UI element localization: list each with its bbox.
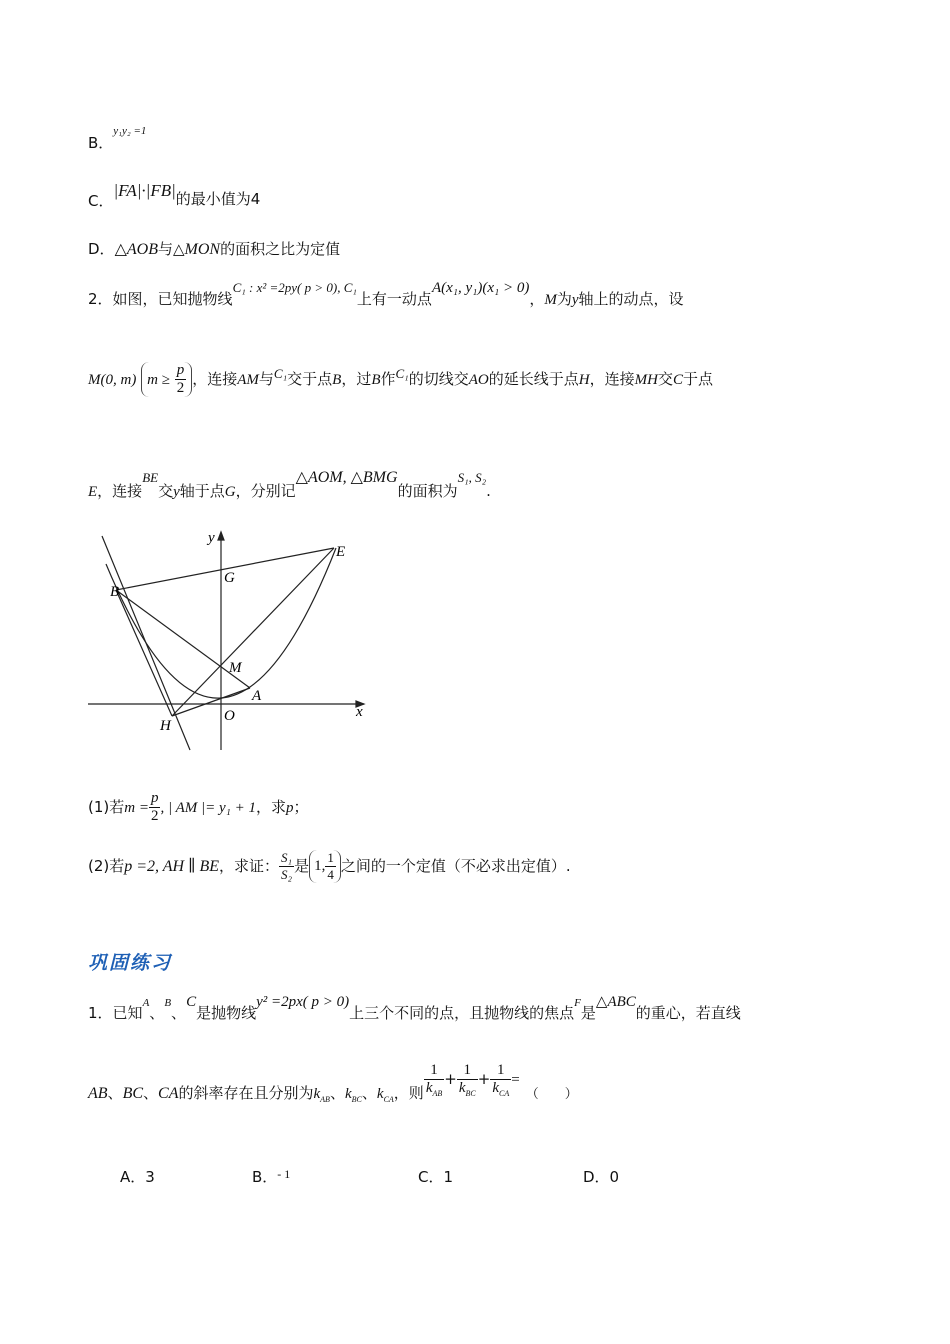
q2-l2-t4: ，过: [341, 370, 372, 388]
p1-plus2: +: [477, 1070, 491, 1088]
option-c-math: |FA|·|FB|: [113, 181, 176, 200]
p1-frac1-den: [424, 1080, 444, 1097]
q2-math2: A(x₁, y₁)(x₁ > 0): [431, 280, 530, 296]
sub2-one: 1,: [314, 857, 326, 874]
q2-l3-m1: E: [88, 484, 98, 500]
p1-plus1: +: [444, 1070, 457, 1088]
q2-l2-paren: [141, 362, 192, 397]
p1-sep2: 、: [171, 1004, 187, 1022]
q2-l3-t6: .: [486, 482, 491, 500]
q2-text3: ，: [529, 290, 545, 308]
label-a: A: [252, 688, 262, 704]
p1-frac3-den-k: k: [492, 1080, 499, 1096]
q2-l2-m11: C: [672, 372, 683, 388]
q2-l2-m2: m ≥: [147, 372, 170, 388]
label-x: x: [356, 704, 363, 720]
q2-l2-m7: C₁: [395, 366, 409, 381]
p1-l2-ca: CA: [158, 1085, 179, 1102]
q2-l3-t3: 轴于点: [179, 482, 225, 500]
p1-sep1: 、: [149, 1004, 165, 1022]
q2-l2-t10: 于点: [682, 370, 713, 388]
p1-frac1-den-sub: AB: [432, 1089, 443, 1098]
p1-k2: [345, 1086, 362, 1102]
p1-line1: [88, 990, 741, 1022]
label-e: E: [336, 544, 346, 560]
p1-t4: 是: [580, 1004, 596, 1022]
q2-l2-m5: B: [332, 372, 342, 388]
q2-l2-t6: 的切线交: [408, 370, 469, 388]
q2-l3-t2: 交: [158, 482, 174, 500]
line-bh: [116, 590, 172, 716]
sub1-frac-den: 2: [150, 808, 159, 824]
sub1-text: ，求: [255, 798, 286, 816]
p1-t3: 上三个不同的点，且抛物线的焦点: [349, 1004, 575, 1022]
p1-option-b-value: - 1: [277, 1167, 291, 1181]
sub1-frac-num: p: [150, 790, 159, 806]
p1-m1: y² =2px( p > 0): [256, 994, 350, 1010]
p1-frac1: [424, 1062, 444, 1097]
q2-l3-m2: BE: [142, 470, 159, 485]
sub2-t3: 之间的一个定值（不必求出定值）.: [340, 857, 571, 875]
sub1-m2: , | AM |= y₁ + 1: [160, 800, 256, 816]
q2-l3-m4: G: [224, 484, 236, 500]
parabola-figure: [84, 528, 374, 756]
label-y: y: [208, 530, 215, 546]
q2-l2-m9: H: [578, 372, 590, 388]
sub2-m1: p =2, AH ∥ BE: [124, 858, 220, 875]
option-b-label: B．: [88, 134, 114, 152]
p1-option-c: C．1: [418, 1168, 454, 1186]
q2-l2-frac: [175, 362, 187, 397]
sub2-label: (2)若: [88, 857, 125, 875]
q2-line2: [88, 362, 713, 397]
p1-frac2-den-k: k: [458, 1080, 466, 1096]
p1-option-b-label: B．: [252, 1168, 278, 1186]
p1-k1-sub: AB: [320, 1095, 330, 1104]
p1-frac3-den-sub: CA: [499, 1089, 510, 1098]
q2-line1: [88, 276, 684, 308]
q2-l3-t5: 的面积为: [397, 482, 458, 500]
p1-frac2-den-sub: BC: [465, 1089, 476, 1098]
p1-frac2-num: 1: [457, 1062, 478, 1080]
option-b: [88, 118, 147, 152]
sub2-quarter: [325, 850, 336, 883]
p1-k3-sub: CA: [383, 1095, 394, 1104]
option-d-text1: 与△: [157, 240, 185, 258]
p1-frac2: [457, 1062, 478, 1097]
tangent-line: [102, 536, 190, 750]
p1-m2: △ABC: [595, 994, 636, 1010]
q2-l2-m1: M(0, m): [88, 372, 137, 388]
p1-l2-sep1: 、: [107, 1084, 123, 1102]
q2-text1: 如图，已知抛物线: [112, 290, 233, 308]
p1-l2-bc: BC: [122, 1085, 144, 1102]
option-d-label: D．: [88, 240, 115, 258]
option-d: [88, 238, 340, 259]
q2-text2: 上有一动点: [356, 290, 432, 308]
q2-line3: [88, 466, 491, 500]
p1-k1-k: k: [313, 1086, 321, 1102]
q2-l2-frac-num: p: [176, 362, 185, 378]
p1-num: 1．: [88, 1004, 113, 1022]
p1-t5: 的重心，若直线: [635, 1004, 741, 1022]
q2-l2-t8: ，连接: [589, 370, 635, 388]
p1-t2: 是抛物线: [196, 1004, 257, 1022]
q2-l2-t2: 与: [258, 370, 274, 388]
q2-l3-m6: S₁, S₂: [457, 470, 487, 485]
q2-text4: 为: [556, 290, 572, 308]
sub2-interval: [309, 850, 341, 883]
p1-frac1-den-k: k: [425, 1080, 433, 1096]
q2-l2-m6: B: [371, 372, 381, 388]
sub2-t1: ，求证：: [219, 857, 280, 875]
sub2-quarter-num: 1: [327, 850, 334, 865]
sub2-t2: 是: [294, 857, 310, 875]
p1-l2-sep3: 、: [329, 1084, 345, 1102]
q2-math1: C₁ : x² =2py( p > 0), C₁: [232, 280, 357, 295]
p1-frac3: [490, 1062, 511, 1097]
p1-k3-k: k: [376, 1086, 384, 1102]
sub2-quarter-den: 4: [327, 867, 334, 882]
sub2-frac: [279, 850, 294, 883]
q2-l2-m8: AO: [468, 372, 489, 388]
sub2-frac-den: S₂: [281, 867, 293, 882]
option-c-label: C．: [88, 192, 114, 210]
q2-l2-t1: ，连接: [192, 370, 238, 388]
section-title: 巩固练习: [88, 952, 173, 974]
p1-option-a: A．3: [120, 1168, 155, 1186]
p1-frac2-den: [457, 1080, 478, 1097]
sub1-m3: p: [286, 800, 294, 816]
p1-frac3-num: 1: [490, 1062, 511, 1080]
q2-l3-t4: ，分别记: [235, 482, 296, 500]
sub1-m1: m =: [124, 800, 149, 816]
p1-line2: [88, 1062, 578, 1111]
label-b: B: [110, 584, 120, 600]
sub2-frac-num: S₁: [281, 850, 293, 865]
option-c-text: 的最小值为4: [175, 190, 261, 208]
q2-l2-frac-den: 2: [176, 380, 185, 396]
p1-l2-t2: ，则: [393, 1084, 424, 1102]
q2-text5: 轴上的动点，设: [578, 290, 684, 308]
q2-l2-m4: C₁: [273, 366, 288, 381]
y-axis-arrow: [218, 532, 224, 540]
q2-math3: M: [544, 292, 557, 308]
option-d-math1: △AOB: [114, 241, 158, 258]
p1-f: F: [574, 997, 581, 1009]
line-ah: [172, 688, 250, 716]
option-d-text2: 的面积之比为定值: [220, 240, 341, 258]
sub2: [88, 850, 571, 883]
p1-k2-k: k: [344, 1086, 352, 1102]
q2-math4: y: [571, 292, 579, 308]
p1-option-d: D．0: [583, 1168, 620, 1186]
q2-l3-t1: ，连接: [97, 482, 143, 500]
label-g: G: [224, 570, 235, 586]
p1-l2-ab: AB: [88, 1085, 108, 1102]
q2-l2-m3: AM: [237, 372, 259, 388]
p1-b: B: [164, 997, 172, 1009]
p1-l2-sep4: 、: [361, 1084, 377, 1102]
p1-option-b: [252, 1166, 290, 1187]
option-d-math2: MON: [184, 241, 221, 258]
q2-l2-t5: 作: [380, 370, 396, 388]
p1-a: A: [142, 997, 150, 1009]
p1-eq: =: [511, 1072, 520, 1088]
p1-c: C: [186, 994, 197, 1010]
option-b-math: y₁y₂ =1: [113, 125, 147, 137]
q2-l2-t3: 交于点: [287, 370, 333, 388]
p1-l2-sep2: 、: [143, 1084, 159, 1102]
q2-l3-m5: △AOM, △BMG: [295, 469, 398, 486]
p1-t1: 已知: [112, 1004, 143, 1022]
q2-l3-m3: y: [173, 484, 180, 500]
p1-k1: [314, 1086, 330, 1102]
p1-paren: （ ）: [525, 1087, 578, 1102]
q2-l2-t7: 的延长线于点: [488, 370, 579, 388]
sub1-text2: ；: [293, 798, 309, 816]
option-c: [88, 180, 261, 210]
sub1-frac: [149, 790, 161, 825]
p1-l2-t1: 的斜率存在且分别为: [178, 1084, 314, 1102]
label-h: H: [160, 718, 171, 734]
label-o: O: [224, 708, 235, 724]
sub1-label: (1)若: [88, 798, 125, 816]
label-m: M: [229, 660, 242, 676]
sub1: [88, 790, 309, 825]
p1-k3: [377, 1086, 394, 1102]
q2-number: 2．: [88, 290, 113, 308]
p1-k2-sub: BC: [351, 1095, 362, 1104]
q2-l2-m10: MH: [634, 372, 658, 388]
p1-frac1-num: 1: [424, 1062, 444, 1080]
p1-frac3-den: [490, 1080, 511, 1097]
q2-l2-t9: 交: [657, 370, 673, 388]
